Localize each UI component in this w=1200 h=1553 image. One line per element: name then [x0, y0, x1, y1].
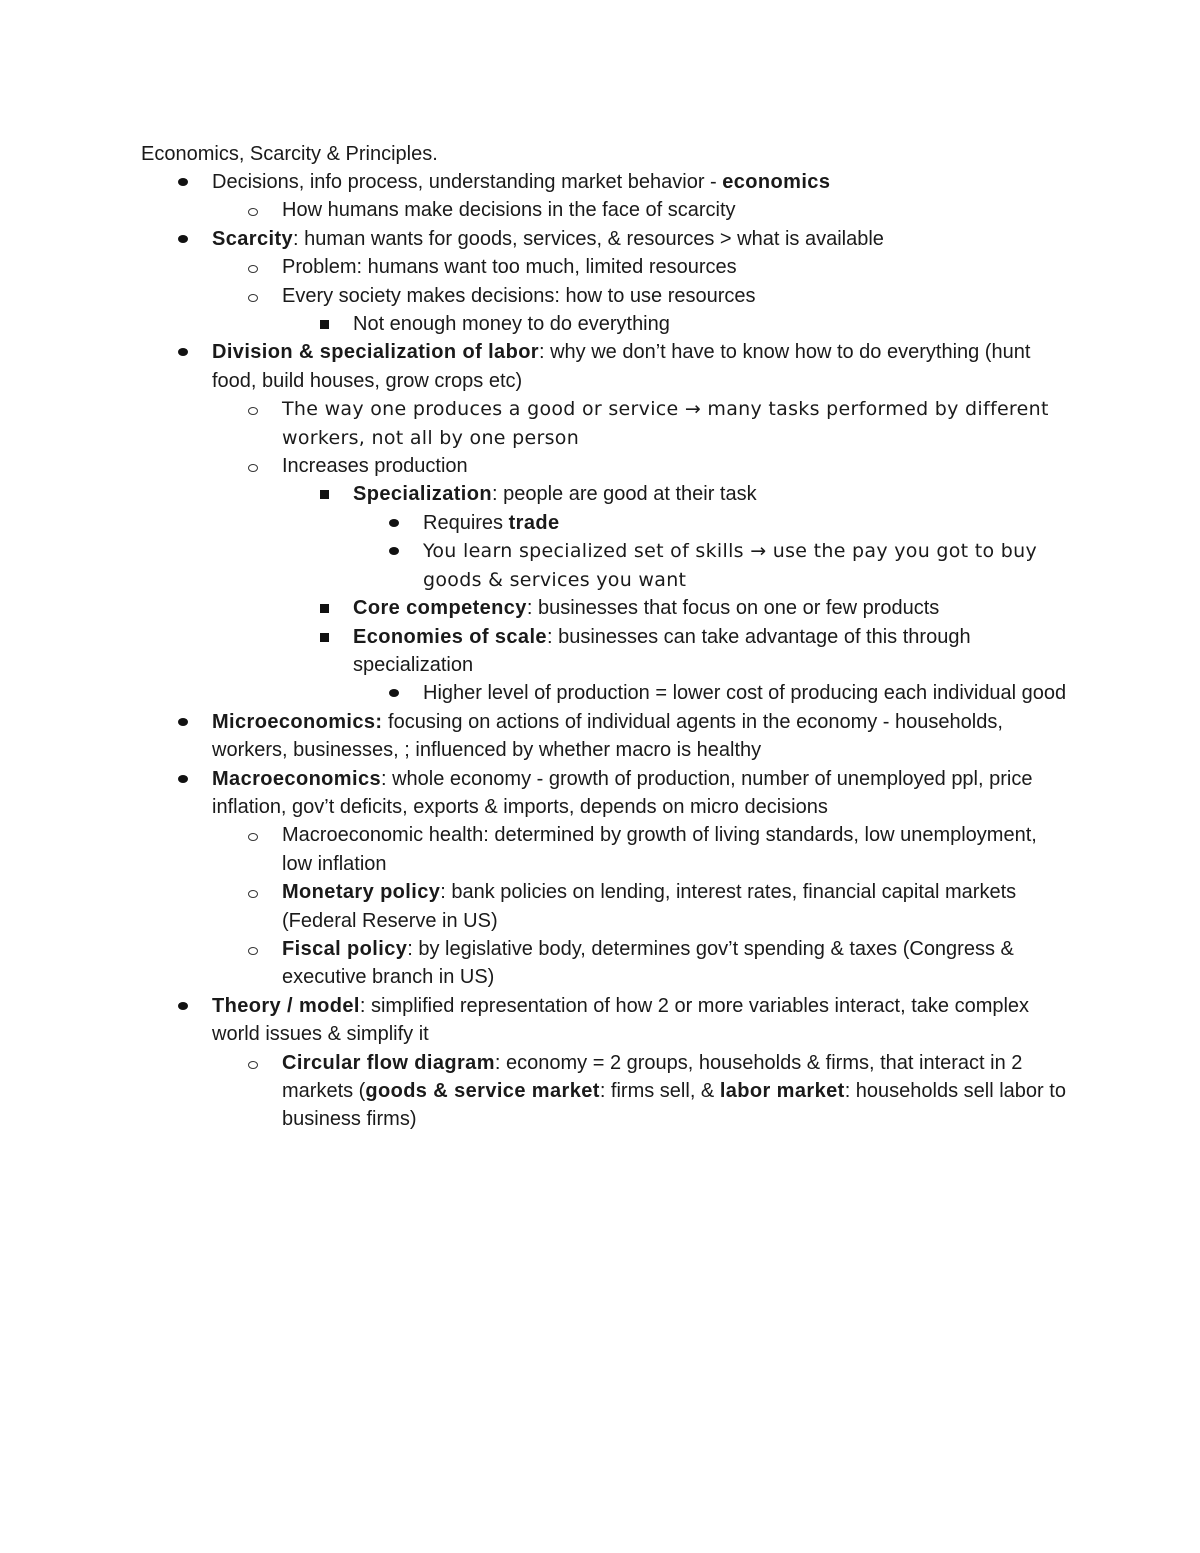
bold-term: Theory / model [212, 994, 360, 1017]
text-segment: Increases production [282, 455, 468, 478]
bullet-list [141, 168, 1071, 1134]
text-segment: focusing on actions of individual agents in the economy - households, workers, businesses, ; influenced by whether macro is healthy [212, 710, 1003, 762]
list-item [141, 992, 1071, 1049]
text-segment: : people are good at their task [491, 483, 757, 506]
list-item [141, 1049, 1071, 1134]
bold-term: Core competency [353, 597, 527, 620]
text-segment: : households sell labor to business firms) [282, 1080, 1066, 1131]
circle-bullet-icon [241, 878, 265, 898]
text-segment: : simplified representation of how 2 or more variables interact, take complex world issues & simplify it [212, 994, 1030, 1046]
circle-bullet-icon [241, 395, 265, 415]
list-item [141, 480, 1071, 508]
disc-bullet-icon [171, 708, 195, 726]
circle-bullet-icon [241, 196, 265, 216]
list-item-text [423, 509, 1071, 537]
bold-term: Specialization [353, 483, 492, 506]
notes-document [141, 140, 1071, 1134]
list-item-text [353, 480, 1071, 508]
text-segment: Decisions, info process, understanding market behavior - [212, 171, 723, 193]
list-item [141, 935, 1071, 992]
square-bullet-icon [312, 480, 336, 499]
list-item-text [212, 168, 1071, 196]
list-item [141, 282, 1071, 310]
text-segment: : firms sell, & [599, 1080, 720, 1102]
list-item [141, 708, 1071, 765]
list-item [141, 821, 1071, 878]
list-item-text [353, 310, 1071, 338]
circle-bullet-icon [241, 1049, 265, 1069]
text-segment: Higher level of production = lower cost of producing each individual good [423, 682, 1067, 705]
bold-term: Economies of scale [353, 625, 547, 648]
text-segment: The way one produces a good or service → many tasks performed by different workers, not all by one person [282, 398, 1049, 449]
bold-term: economics [722, 171, 831, 193]
list-item [141, 196, 1071, 224]
list-item-text [353, 623, 1071, 680]
list-item-text [282, 452, 1071, 480]
document-title: Economics, Scarcity & Principles. [141, 143, 438, 165]
text-segment: : why we don’t have to know how to do everything (hunt food, build houses, grow crops etc) [212, 341, 1031, 392]
list-item-text [282, 878, 1071, 935]
list-item [141, 253, 1071, 281]
list-item-text [423, 537, 1071, 594]
bold-term: Monetary policy [282, 881, 441, 904]
bold-term: trade [508, 511, 560, 534]
list-item-text [212, 708, 1071, 765]
text-segment: How humans make decisions in the face of scarcity [282, 199, 736, 222]
list-item-text [282, 821, 1071, 878]
list-item [141, 765, 1071, 822]
circle-bullet-icon [241, 282, 265, 302]
list-item-text [282, 196, 1071, 224]
text-segment: : businesses can take advantage of this through specialization [353, 625, 971, 676]
bold-term: Microeconomics: [212, 710, 383, 733]
bold-term: Scarcity [212, 227, 294, 250]
list-item [141, 338, 1071, 395]
disc-bullet-icon [171, 168, 195, 186]
text-segment: : whole economy - growth of production, number of unemployed ppl, price inflation, gov’t deficits, exports & imports, depends on micro decisions [212, 767, 1033, 818]
list-item-text [282, 1049, 1071, 1134]
list-item-text [353, 594, 1071, 622]
disc-bullet-icon [382, 679, 406, 697]
disc-bullet-icon [171, 992, 195, 1010]
disc-bullet-icon [382, 537, 406, 555]
list-item-text [282, 935, 1071, 992]
text-segment: : by legislative body, determines gov’t spending & taxes (Congress & executive branch in US) [282, 937, 1014, 989]
list-item [141, 878, 1071, 935]
text-segment: You learn specialized set of skills → use the pay you got to buy goods & services you want [423, 540, 1038, 591]
square-bullet-icon [312, 623, 336, 642]
list-item-text [282, 282, 1071, 310]
bold-term: Division & specialization of labor [212, 341, 539, 364]
text-segment: : businesses that focus on one or few products [526, 597, 940, 620]
circle-bullet-icon [241, 821, 265, 841]
disc-bullet-icon [171, 225, 195, 243]
list-item [141, 594, 1071, 622]
disc-bullet-icon [171, 765, 195, 783]
bold-term: Circular flow diagram [282, 1051, 495, 1074]
text-segment: Macroeconomic health: determined by growth of living standards, low unemployment, low inflation [282, 824, 1037, 875]
list-item-text [282, 395, 1071, 452]
list-item [141, 509, 1071, 537]
square-bullet-icon [312, 310, 336, 329]
list-item [141, 168, 1071, 196]
list-item-text [212, 338, 1071, 395]
list-item-text [423, 679, 1071, 707]
list-item [141, 225, 1071, 253]
circle-bullet-icon [241, 253, 265, 273]
list-item [141, 395, 1071, 452]
bold-term: Fiscal policy [282, 937, 408, 960]
list-item [141, 623, 1071, 680]
square-bullet-icon [312, 594, 336, 613]
list-item [141, 679, 1071, 707]
text-segment: Not enough money to do everything [353, 313, 670, 336]
list-item [141, 310, 1071, 338]
text-segment: : bank policies on lending, interest rates, financial capital markets (Federal Reserve in US) [282, 881, 1017, 932]
circle-bullet-icon [241, 935, 265, 955]
circle-bullet-icon [241, 452, 265, 472]
list-item [141, 452, 1071, 480]
list-item-text [212, 765, 1071, 822]
disc-bullet-icon [171, 338, 195, 356]
text-segment: : economy = 2 groups, households & firms, that interact in 2 markets ( [282, 1051, 1023, 1102]
list-item-text [282, 253, 1071, 281]
bold-term: goods & service market [365, 1080, 600, 1102]
text-segment: Requires [423, 511, 509, 534]
text-segment: : human wants for goods, services, & resources > what is available [293, 227, 884, 250]
list-item [141, 537, 1071, 594]
text-segment: Problem: humans want too much, limited resources [282, 256, 737, 279]
bold-term: Macroeconomics [212, 767, 381, 790]
disc-bullet-icon [382, 509, 406, 527]
bold-term: labor market [719, 1080, 845, 1102]
text-segment: Every society makes decisions: how to use resources [282, 284, 756, 307]
list-item-text [212, 225, 1071, 253]
list-item-text [212, 992, 1071, 1049]
